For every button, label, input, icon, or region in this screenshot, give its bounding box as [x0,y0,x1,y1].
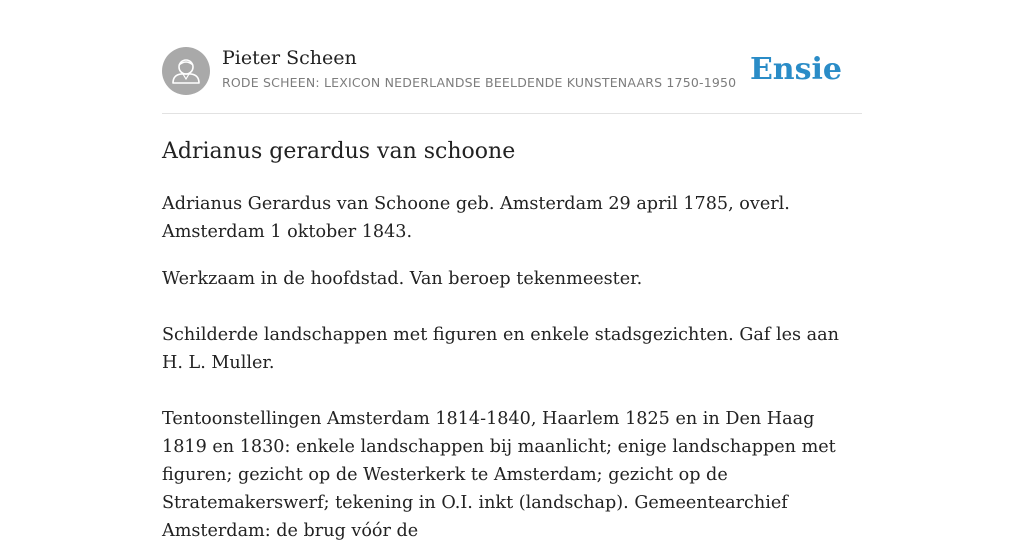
body-paragraph: Schilderde landschappen met figuren en enkele stadsgezichten. Gaf les aan H. L. Muller. [162,325,839,373]
intro-paragraph: Adrianus Gerardus van Schoone geb. Amsterdam 29 april 1785, overl. Amsterdam 1 oktober 1843. [162,194,790,242]
body-paragraph [162,293,862,321]
avatar[interactable] [162,47,210,95]
body-paragraph: Werkzaam in de hoofdstad. Van beroep tekenmeester. [162,269,643,289]
header-divider [162,113,862,114]
article-header [162,46,862,114]
article-body [162,190,862,545]
body-paragraph [162,377,862,405]
source-label[interactable]: RODE SCHEEN: LEXICON NEDERLANDSE BEELDENDE KUNSTENAARS 1750-1950 [222,75,737,90]
page-title: Adrianus gerardus van schoone [162,139,516,164]
body-paragraph: Tentoonstellingen Amsterdam 1814-1840, Haarlem 1825 en in Den Haag 1819 en 1830: enkele landschappen bij maanlicht; enige landschappen met figuren; gezicht op de Westerkerk te Amsterdam; gezicht op de Stratemakerswerf; tekening in O.I. inkt (landschap). Gemeentearchief Amsterdam: de brug vóór de [162,409,836,541]
brand-logo[interactable]: Ensie [749,52,842,87]
user-silhouette-icon [162,47,210,95]
author-name[interactable]: Pieter Scheen [222,47,357,69]
